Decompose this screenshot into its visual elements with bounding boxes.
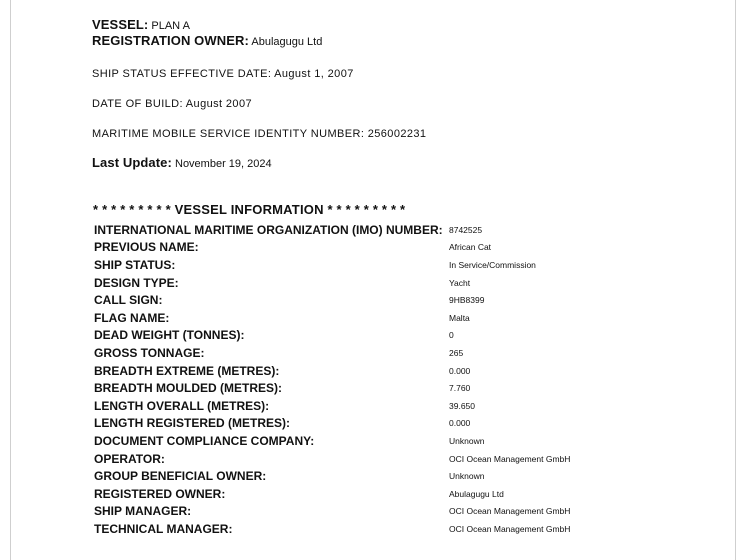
field-label: DEAD WEIGHT (TONNES): <box>94 328 245 343</box>
field-value: 0.000 <box>449 418 471 429</box>
field-label: FLAG NAME: <box>94 310 170 325</box>
table-row <box>92 256 572 274</box>
field-label: PREVIOUS NAME: <box>94 240 199 255</box>
field-value: 8742525 <box>449 224 483 235</box>
field-value: 9HB8399 <box>449 295 485 306</box>
registration-owner-label: REGISTRATION OWNER: <box>92 33 249 48</box>
table-row <box>92 291 572 309</box>
field-label: REGISTERED OWNER: <box>94 486 226 501</box>
field-value: OCI Ocean Management GmbH <box>449 453 571 464</box>
field-value: Unknown <box>449 435 485 446</box>
table-row <box>92 520 572 538</box>
field-value: 39.650 <box>449 400 475 411</box>
table-row <box>92 327 572 345</box>
vessel-label: VESSEL: <box>92 17 149 32</box>
field-label: TECHNICAL MANAGER: <box>94 521 233 536</box>
vessel-information-heading: * * * * * * * * * VESSEL INFORMATION * * * * * * * * * <box>93 202 406 217</box>
field-value: Unknown <box>449 471 485 482</box>
field-label: SHIP STATUS: <box>94 257 176 272</box>
field-value: In Service/Commission <box>449 259 536 270</box>
table-row <box>92 503 572 521</box>
ship-status-effective-date: SHIP STATUS EFFECTIVE DATE: August 1, 2007 <box>92 68 354 80</box>
field-label: DESIGN TYPE: <box>94 275 179 290</box>
field-value: African Cat <box>449 242 492 253</box>
field-value: OCI Ocean Management GmbH <box>449 506 571 517</box>
field-value: 0 <box>449 330 454 341</box>
field-label: DOCUMENT COMPLIANCE COMPANY: <box>94 433 315 448</box>
table-row <box>92 344 572 362</box>
document-page <box>10 0 736 560</box>
table-row <box>92 397 572 415</box>
field-value: Yacht <box>449 277 471 288</box>
field-label: CALL SIGN: <box>94 293 163 308</box>
table-row <box>92 309 572 327</box>
field-label: GROSS TONNAGE: <box>94 345 205 360</box>
table-row <box>92 467 572 485</box>
registration-owner-line <box>92 34 322 49</box>
field-label: GROUP BENEFICIAL OWNER: <box>94 469 267 484</box>
field-value: OCI Ocean Management GmbH <box>449 523 571 534</box>
field-label: LENGTH REGISTERED (METRES): <box>94 416 291 431</box>
field-value: Abulagugu Ltd <box>449 488 504 499</box>
table-row <box>92 432 572 450</box>
field-value: 7.760 <box>449 383 471 394</box>
field-label: OPERATOR: <box>94 451 165 466</box>
table-row <box>92 221 572 239</box>
last-update-line <box>92 156 272 171</box>
date-of-build: DATE OF BUILD: August 2007 <box>92 98 252 110</box>
field-label: SHIP MANAGER: <box>94 504 192 519</box>
registration-owner-value: Abulagugu Ltd <box>251 36 323 48</box>
table-row <box>92 362 572 380</box>
table-row <box>92 485 572 503</box>
field-label: BREADTH EXTREME (METRES): <box>94 363 280 378</box>
table-row <box>92 239 572 257</box>
table-row <box>92 415 572 433</box>
table-row <box>92 379 572 397</box>
last-update-label: Last Update: <box>92 155 172 170</box>
field-label: BREADTH MOULDED (METRES): <box>94 381 282 396</box>
last-update-value: November 19, 2024 <box>175 158 272 170</box>
vessel-value: PLAN A <box>151 20 190 32</box>
vessel-information-table <box>92 221 572 538</box>
field-value: 0.000 <box>449 365 471 376</box>
field-value: 265 <box>449 347 464 358</box>
vessel-line <box>92 18 190 33</box>
mmsi-number: MARITIME MOBILE SERVICE IDENTITY NUMBER: 256002231 <box>92 128 427 140</box>
table-row <box>92 450 572 468</box>
field-value: Malta <box>449 312 470 323</box>
field-label: LENGTH OVERALL (METRES): <box>94 398 270 413</box>
field-label: INTERNATIONAL MARITIME ORGANIZATION (IMO) NUMBER: <box>94 222 443 237</box>
table-row <box>92 274 572 292</box>
